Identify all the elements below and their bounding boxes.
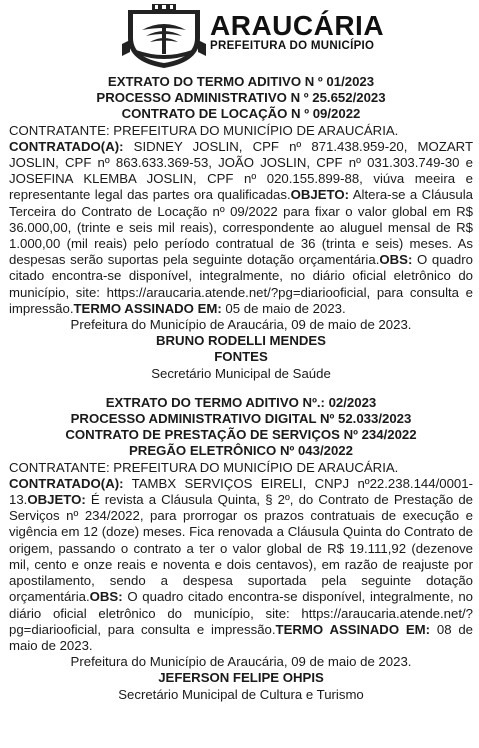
contratado-label: CONTRATADO(A): xyxy=(9,475,124,491)
brand xyxy=(210,12,384,53)
extract-1-place-date: Prefeitura do Município de Araucária, 09 de maio de 2023. xyxy=(70,317,412,333)
objeto-label: OBJETO: xyxy=(27,492,86,508)
objeto-text: Altera-se a Cláusula Terceira do Contrato de Locação nº 09/2022 para fixar o valor global em R$ 36.000,00, (trinte e seis mil reais), correspondente ao aluguel mensal de R$ 1.000,00 (mil reais) pelo período contratual de 36 (trinta e seis) meses. As despesas serão suportas pela seguinte dotação orçamentária. xyxy=(9,187,473,268)
contratado-text: SIDNEY JOSLIN, CPF nº 871.438.959-20, MOZART JOSLIN, CPF nº 863.633.369-53, JOÃO JOSLIN, CPF nº 031.303.749-30 e JOSEFINA KLEMBA JOSLIN, CPF nº 020.155.899-88, viúva meeira e representante legal das partes ora qualificadas. xyxy=(9,138,473,203)
contratado-text: TAMBX SERVIÇOS EIRELI, CNPJ nº22.238.144/0001-13. xyxy=(9,475,473,508)
objeto-text: É revista a Cláusula Quinta, § 2º, do Contrato de Prestação de Serviços nº 234/2022, para prorrogar os prazos contratuais de execução e vigência em 12 (doze) meses. Fica renovada a Cláusula Quinta do Contrato de origem, passando o contrato a ter o valor global de R$ 19.111,92 (dezenove mil, cento e onze reais e noventa e dois centavos), em razão de reajuste por apostilamento, sendo a despesa suportada pela seguinte dotação orçamentária. xyxy=(9,492,473,605)
extract-2-signer-name: JEFERSON FELIPE OHPIS xyxy=(158,670,324,686)
extract-2-place-date: Prefeitura do Município de Araucária, 09 de maio de 2023. xyxy=(70,654,412,670)
objeto-label: OBJETO: xyxy=(290,187,350,203)
termo-text: 08 de maio de 2023. xyxy=(9,621,473,653)
extract-1-contratante: CONTRATANTE: PREFEITURA DO MUNICÍPIO DE ARAUCÁRIA. xyxy=(9,122,399,138)
obs-text: O quadro citado encontra-se disponível, integralmente, no diário oficial eletrônico do município, site: https://araucaria.atende.net/?pg=diariooficial, para consulta e impressão. xyxy=(9,252,473,316)
extract-1-body xyxy=(9,139,473,317)
extract-2-title: EXTRATO DO TERMO ADITIVO Nº.: 02/2023 xyxy=(105,394,377,410)
extract-2-contract: CONTRATO DE PRESTAÇÃO DE SERVIÇOS Nº 234/2022 xyxy=(65,427,417,443)
header xyxy=(9,0,473,74)
extract-2 xyxy=(9,395,473,703)
extract-2-body xyxy=(9,476,473,654)
extract-1-contract: CONTRATO DE LOCAÇÃO N º 09/2022 xyxy=(121,106,361,122)
termo-text: 05 de maio de 2023. xyxy=(221,300,346,316)
extract-2-contratante: CONTRATANTE: PREFEITURA DO MUNICÍPIO DE ARAUCÁRIA. xyxy=(9,459,399,475)
extract-1 xyxy=(9,74,473,382)
coat-of-arms-logo xyxy=(122,4,206,70)
extract-2-signer-role: Secretário Municipal de Cultura e Turismo xyxy=(118,686,364,702)
extract-1-title: EXTRATO DO TERMO ADITIVO N º 01/2023 xyxy=(107,74,375,89)
extract-1-signer-role: Secretário Municipal de Saúde xyxy=(151,365,331,381)
contratado-label: CONTRATADO(A): xyxy=(9,138,124,154)
termo-label: TERMO ASSINADO EM: xyxy=(275,621,431,637)
extract-2-pregao: PREGÃO ELETRÔNICO Nº 043/2022 xyxy=(129,443,353,459)
brand-name: ARAUCÁRIA xyxy=(210,10,385,41)
obs-label: OBS: xyxy=(379,252,413,268)
obs-label: OBS: xyxy=(89,589,123,605)
extract-1-process: PROCESSO ADMINISTRATIVO N º 25.652/2023 xyxy=(96,90,386,106)
obs-text: O quadro citado encontra-se disponível, integralmente, no diário oficial eletrônico do município, site: https://araucaria.atende.net/?pg=diariooficial, para consulta e impressão. xyxy=(9,589,473,637)
extract-1-signer-name: BRUNO RODELLI MENDES xyxy=(156,333,326,349)
termo-label: TERMO ASSINADO EM: xyxy=(73,300,222,316)
extract-2-process: PROCESSO ADMINISTRATIVO DIGITAL Nº 52.033/2023 xyxy=(70,411,412,427)
brand-subtitle: PREFEITURA DO MUNICÍPIO xyxy=(210,40,375,52)
extract-1-signer-surname: FONTES xyxy=(214,349,268,365)
